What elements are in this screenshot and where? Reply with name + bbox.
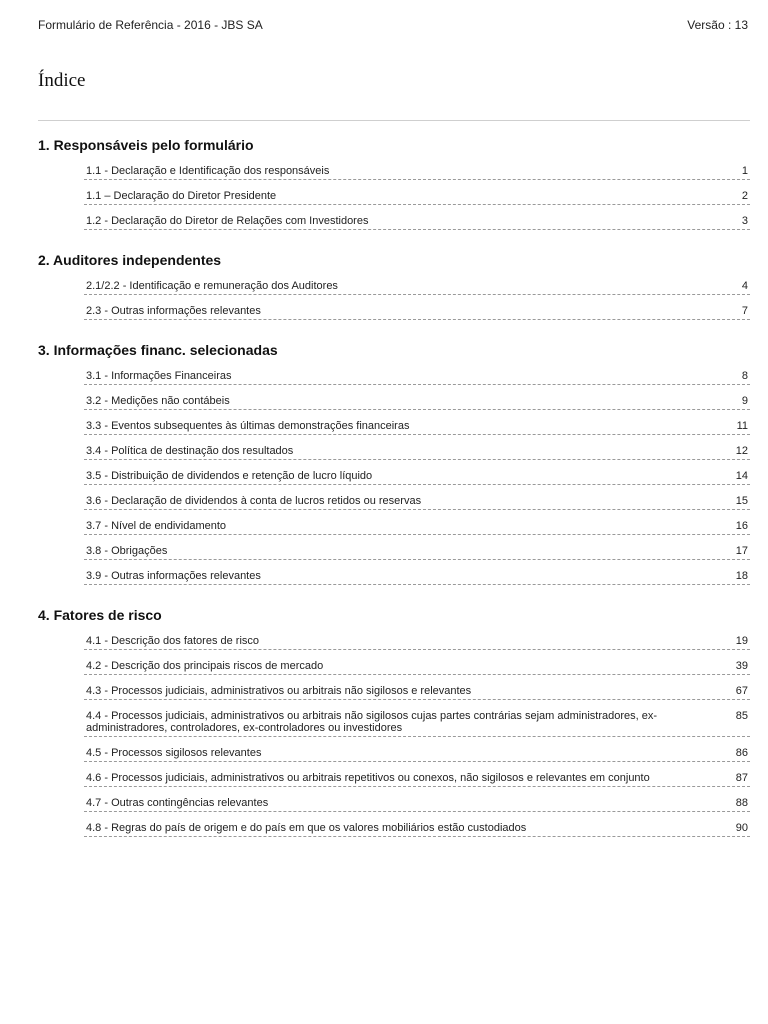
section-title: 3. Informações financ. selecionadas [38,342,278,358]
page-header [38,18,748,32]
toc-entry[interactable] [84,793,750,812]
entry-label: 4.7 - Outras contingências relevantes [86,797,269,809]
toc-entry[interactable] [84,681,750,700]
entry-label: 4.2 - Descrição dos principais riscos de mercado [86,660,324,672]
entry-label: 2.1/2.2 - Identificação e remuneração dos Auditores [86,280,338,292]
toc-entry[interactable] [84,541,750,560]
entry-page-number: 18 [735,570,748,582]
entry-label: 1.2 - Declaração do Diretor de Relações com Investidores [86,215,369,227]
entry-page-number: 86 [735,747,748,759]
entry-page-number: 12 [735,445,748,457]
toc-entry[interactable] [84,301,750,320]
toc-entry[interactable] [84,516,750,535]
entry-label: 3.6 - Declaração de dividendos à conta de lucros retidos ou reservas [86,495,422,507]
entry-page-number: 7 [741,305,748,317]
entry-label: 4.6 - Processos judiciais, administrativos ou arbitrais repetitivos ou conexos, não sigilosos e relevantes em conjunto [86,772,650,784]
entry-page-number: 88 [735,797,748,809]
entry-label: 1.1 - Declaração e Identificação dos responsáveis [86,165,330,177]
toc-entry[interactable] [84,743,750,762]
toc-entry[interactable] [84,631,750,650]
toc-entry[interactable] [84,491,750,510]
toc-section [38,342,750,585]
entry-page-number: 9 [741,395,748,407]
entry-label: 3.9 - Outras informações relevantes [86,570,261,582]
section-title: 1. Responsáveis pelo formulário [38,137,254,153]
entry-list [84,366,750,585]
toc-section [38,607,750,837]
entry-page-number: 85 [735,710,748,722]
toc-entry[interactable] [84,566,750,585]
entry-label: 3.4 - Política de destinação dos resultados [86,445,294,457]
toc-entry[interactable] [84,161,750,180]
section-title: 4. Fatores de risco [38,607,162,623]
toc-entry[interactable] [84,768,750,787]
entry-page-number: 8 [741,370,748,382]
entry-page-number: 16 [735,520,748,532]
toc-entry[interactable] [84,416,750,435]
toc-entry[interactable] [84,706,750,737]
toc-section [38,137,750,230]
section-title: 2. Auditores independentes [38,252,222,268]
toc-entry[interactable] [84,818,750,837]
table-of-contents [38,137,750,859]
entry-page-number: 67 [735,685,748,697]
entry-label: 3.3 - Eventos subsequentes às últimas demonstrações financeiras [86,420,410,432]
entry-page-number: 19 [735,635,748,647]
entry-page-number: 14 [735,470,748,482]
entry-page-number: 11 [736,420,748,432]
toc-entry[interactable] [84,276,750,295]
document-title: Formulário de Referência - 2016 - JBS SA [38,18,263,32]
entry-list [84,161,750,230]
entry-label: 3.7 - Nível de endividamento [86,520,227,532]
toc-entry[interactable] [84,211,750,230]
toc-entry[interactable] [84,391,750,410]
toc-entry[interactable] [84,466,750,485]
entry-page-number: 90 [735,822,748,834]
entry-label: 3.5 - Distribuição de dividendos e retenção de lucro líquido [86,470,373,482]
version-label: Versão : 13 [687,18,748,32]
toc-entry[interactable] [84,366,750,385]
entry-page-number: 4 [741,280,748,292]
entry-page-number: 15 [735,495,748,507]
entry-page-number: 3 [741,215,748,227]
entry-page-number: 17 [735,545,748,557]
entry-label: 4.4 - Processos judiciais, administrativos ou arbitrais não sigilosos cujas partes contrárias sejam administradores, ex-administradores, controladores, ex-controladores ou investidores [86,710,658,734]
page-title: Índice [38,70,86,91]
entry-list [84,631,750,837]
entry-label: 1.1 – Declaração do Diretor Presidente [86,190,277,202]
toc-entry[interactable] [84,656,750,675]
entry-page-number: 87 [735,772,748,784]
entry-page-number: 39 [735,660,748,672]
entry-label: 4.8 - Regras do país de origem e do país em que os valores mobiliários estão custodiados [86,822,527,834]
entry-label: 3.1 - Informações Financeiras [86,370,232,382]
entry-page-number: 1 [741,165,748,177]
entry-label: 4.1 - Descrição dos fatores de risco [86,635,260,647]
toc-section [38,252,750,320]
entry-list [84,276,750,320]
entry-label: 2.3 - Outras informações relevantes [86,305,261,317]
toc-entry[interactable] [84,186,750,205]
entry-label: 3.2 - Medições não contábeis [86,395,230,407]
entry-label: 4.5 - Processos sigilosos relevantes [86,747,262,759]
divider [38,120,750,121]
entry-label: 3.8 - Obrigações [86,545,168,557]
entry-label: 4.3 - Processos judiciais, administrativos ou arbitrais não sigilosos e relevantes [86,685,472,697]
entry-page-number: 2 [741,190,748,202]
toc-entry[interactable] [84,441,750,460]
